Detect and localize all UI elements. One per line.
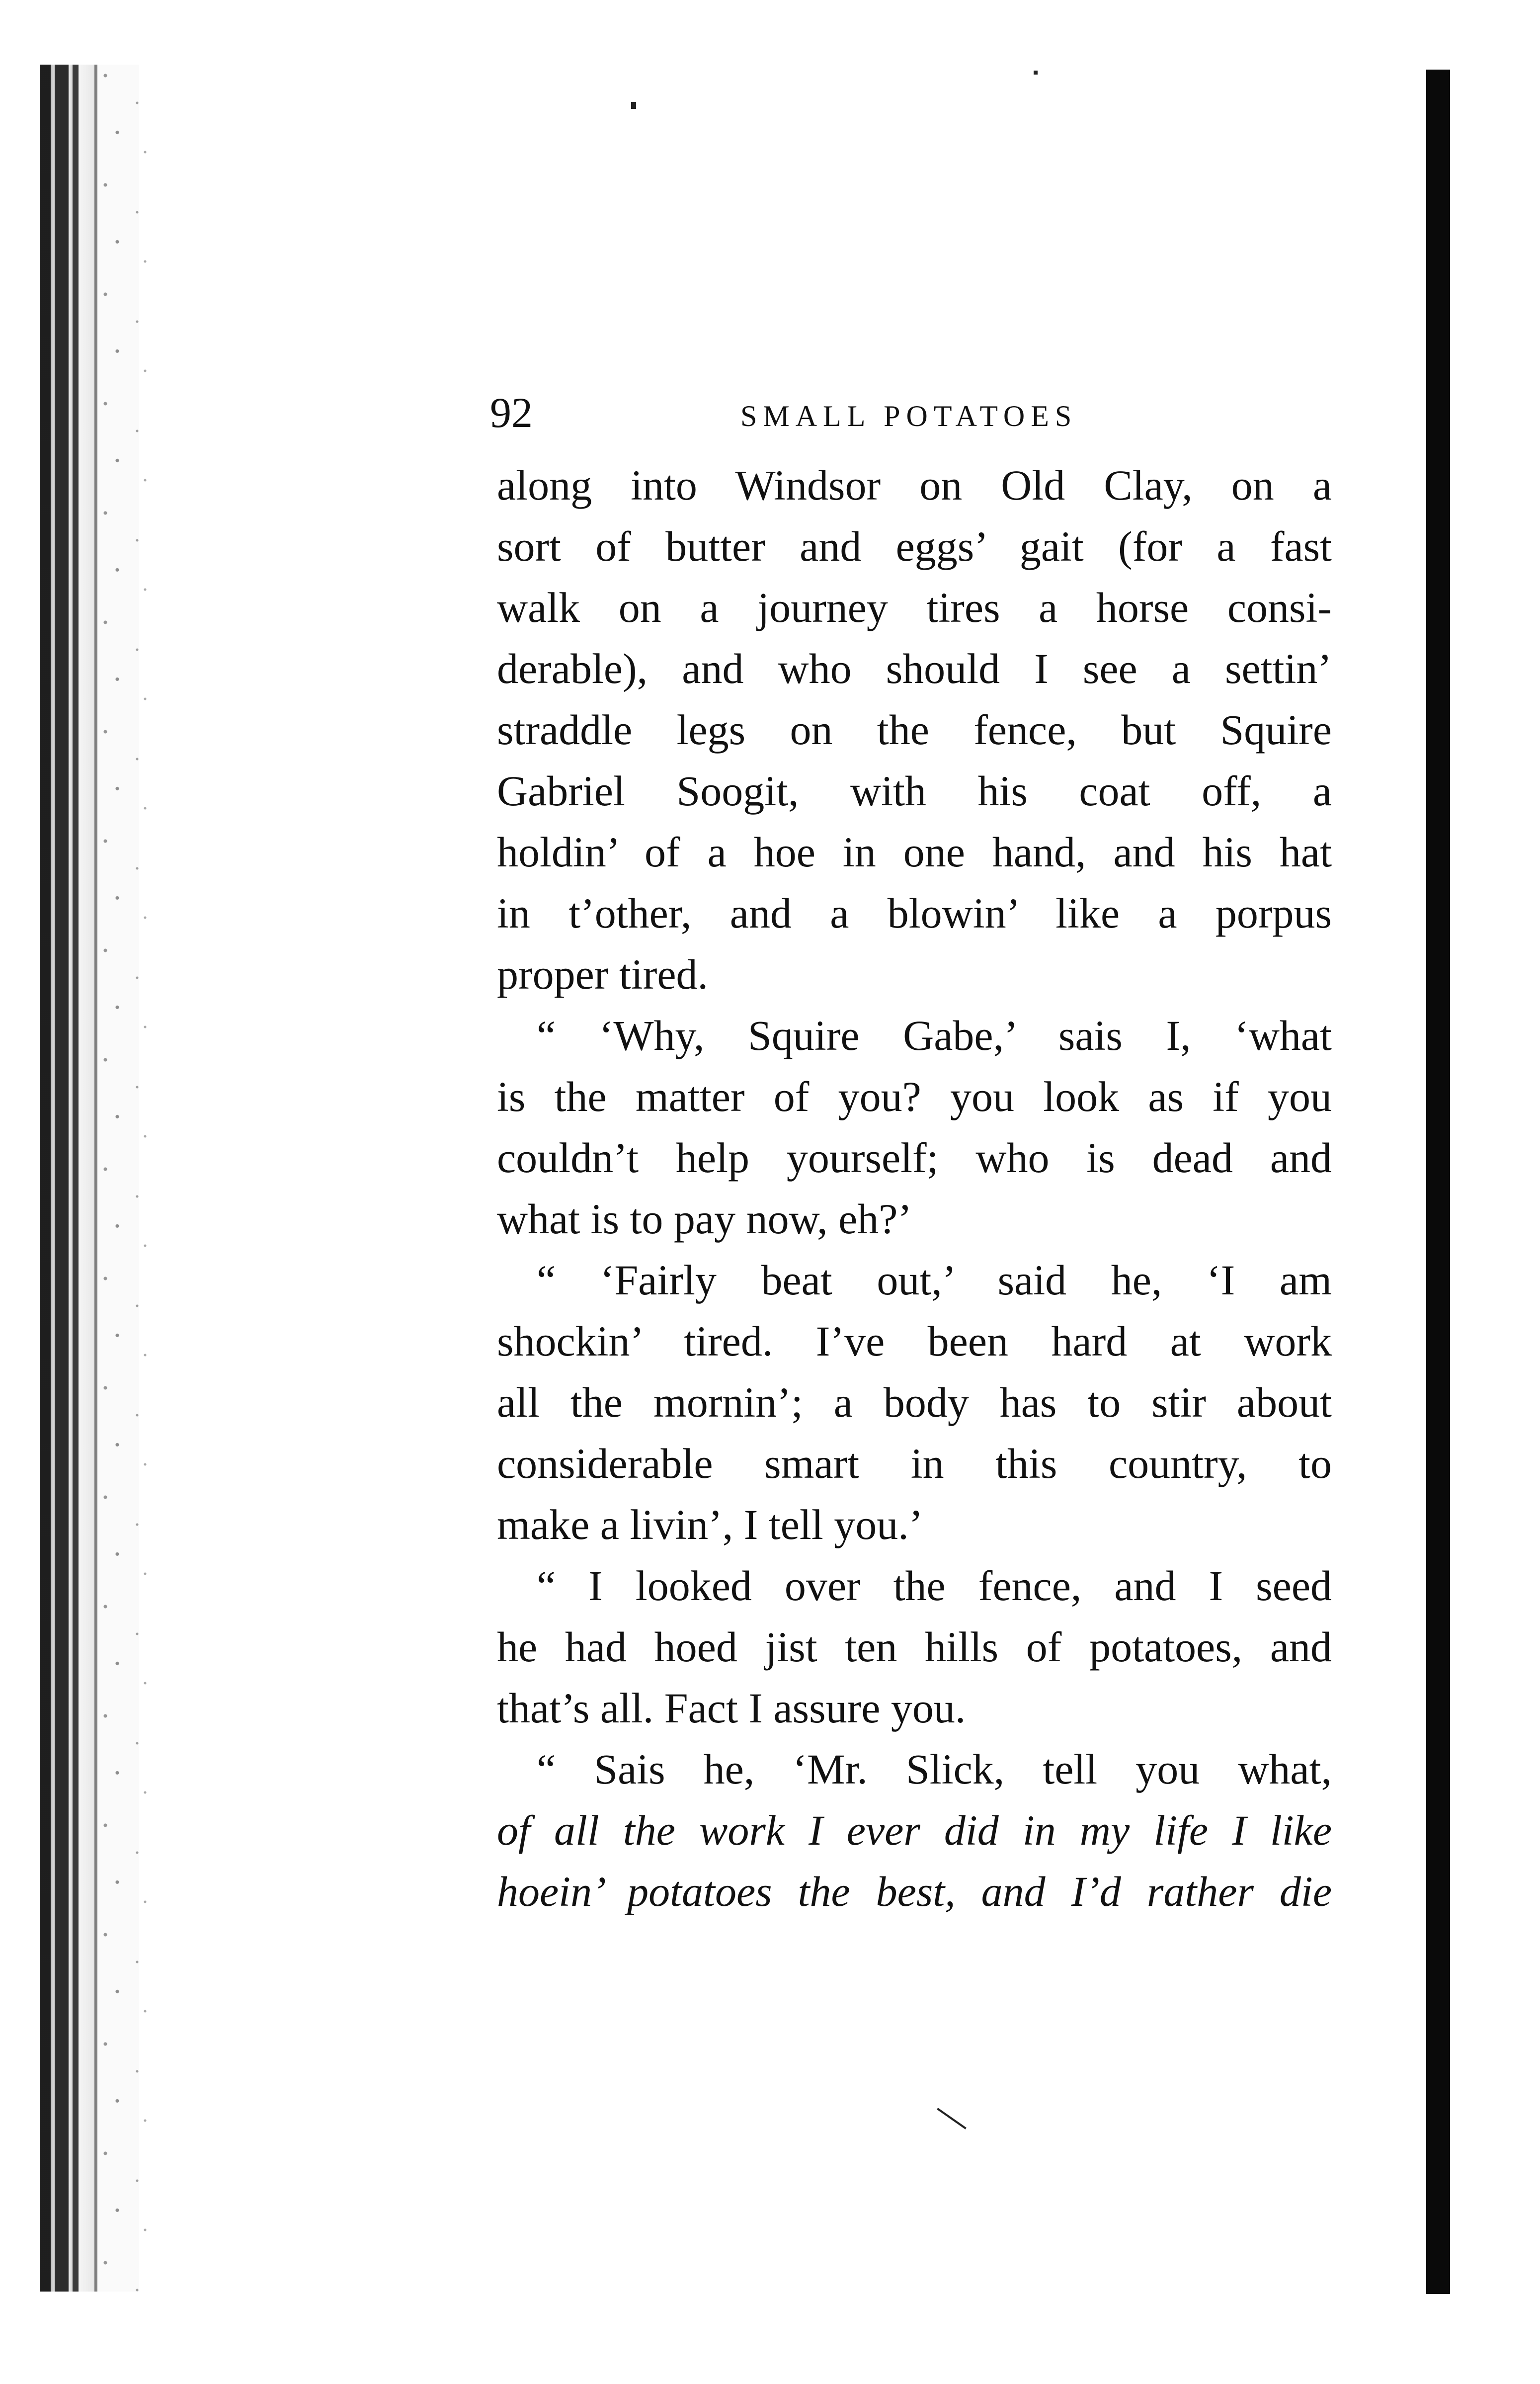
page-header [477,388,1342,442]
text-line: “ ‘Why, Squire Gabe,’ sais I, ‘what [537,1012,1332,1059]
scan-spine-speckle [89,65,169,2292]
text-line: of all the work I ever did in my life I like [497,1806,1332,1854]
text-line: straddle legs on the fence, but Squire [497,706,1332,754]
text-line: Gabriel Soogit, with his coat off, a [497,767,1332,815]
text-line: along into Windsor on Old Clay, on a [497,461,1332,509]
text-line: all the mornin’; a body has to stir about [497,1378,1332,1426]
text-line: in t’other, and a blowin’ like a porpus [497,889,1332,937]
text-line: considerable smart in this country, to [497,1440,1332,1487]
text-line: “ Sais he, ‘Mr. Slick, tell you what, [537,1745,1332,1793]
body-text [497,455,1332,1922]
scan-mark [1034,71,1038,75]
text-line: is the matter of you? you look as if you [497,1073,1332,1120]
text-line: hoein’ potatoes the best, and I’d rather die [497,1868,1332,1915]
text-line: that’s all. Fact I assure you. [497,1684,966,1732]
text-line: walk on a journey tires a horse consi- [497,584,1332,631]
text-line: couldn’t help yourself; who is dead and [497,1134,1332,1182]
page-number: 92 [490,389,533,436]
scan-mark [631,102,636,109]
text-line: what is to pay now, eh?’ [497,1195,912,1243]
scan-right-edge-bar [1426,70,1450,2294]
book-page [477,368,1342,2008]
scan-mark [937,2108,967,2129]
text-line: make a livin’, I tell you.’ [497,1501,923,1548]
text-line: shockin’ tired. I’ve been hard at work [497,1317,1332,1365]
text-line: holdin’ of a hoe in one hand, and his hat [497,828,1332,876]
text-line: proper tired. [497,950,709,998]
running-head: SMALL POTATOES [740,400,1078,432]
text-line: he had hoed jist ten hills of potatoes, and [497,1623,1332,1671]
text-line: derable), and who should I see a settin’ [497,645,1332,692]
text-line: sort of butter and eggs’ gait (for a fast [497,522,1332,570]
text-line: “ ‘Fairly beat out,’ said he, ‘I am [537,1256,1332,1304]
text-line: “ I looked over the fence, and I seed [537,1562,1332,1610]
